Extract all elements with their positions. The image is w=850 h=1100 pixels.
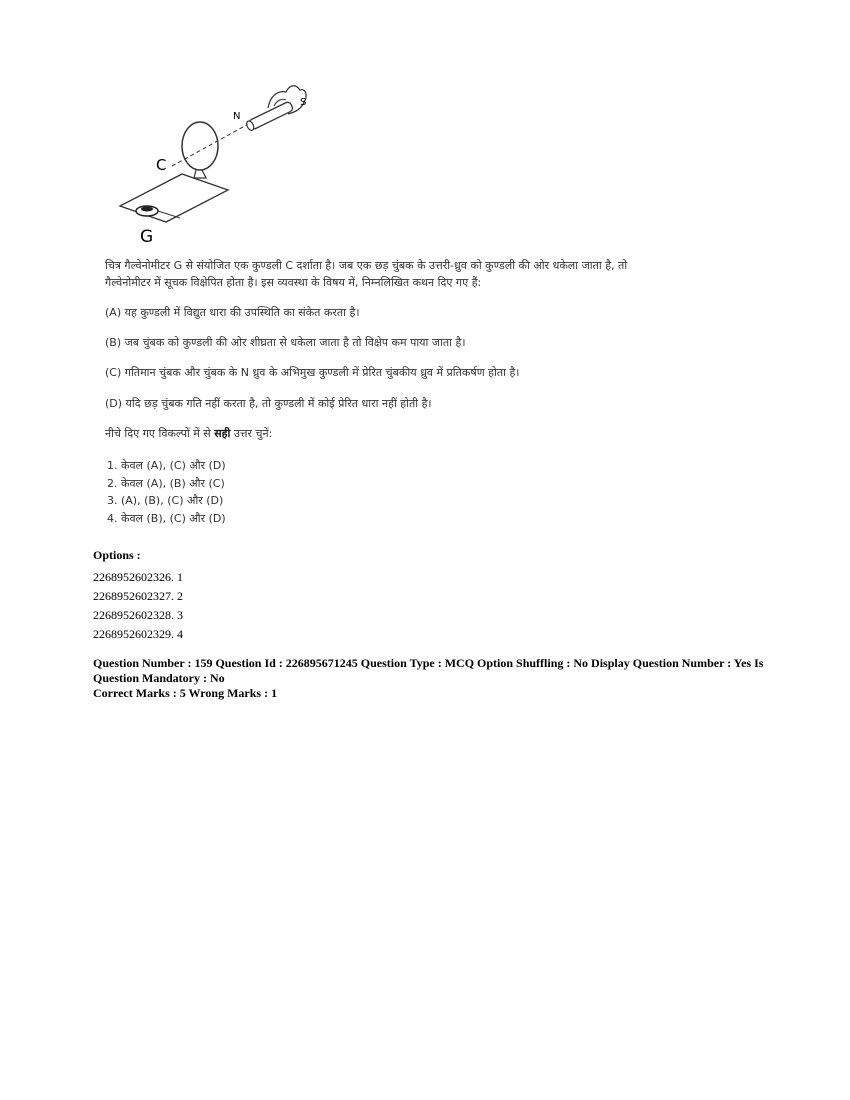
question-meta-line2: Question Mandatory : No — [93, 671, 225, 685]
question-meta-line1: Question Number : 159 Question Id : 226895671245 Question Type : MCQ Option Shuffling : No Display Question Number : Yes Is — [93, 656, 764, 670]
label-s: S — [300, 97, 307, 108]
option-id: 2268952602329. 4 — [93, 627, 183, 641]
label-g: G — [140, 227, 154, 246]
question-text-line1: चित्र गैल्वेनोमीटर G से संयोजित एक कुण्डली C दर्शाता है। जब एक छड़ चुंबक के उत्तरी-ध्रुव को कुण्डली की ओर धकेला जाता है, तो — [105, 259, 628, 272]
answer-prompt: नीचे दिए गए विकल्पों में से सही उत्तर चुनें: — [105, 427, 273, 440]
option-id: 2268952602326. 1 — [93, 570, 183, 584]
question-text-line2: गैल्वेनोमीटर में सूचक विक्षेपित होता है। इस व्यवस्था के विषय में, निम्नलिखित कथन दिए गए हैं: — [105, 276, 482, 289]
bar-magnet — [245, 101, 293, 131]
option-id: 2268952602328. 3 — [93, 608, 183, 622]
answer-choices — [107, 457, 226, 527]
option-id: 2268952602327. 2 — [93, 589, 183, 603]
answer-choice: 1. केवल (A), (C) और (D) — [107, 459, 226, 472]
answer-choice: 3. (A), (B), (C) और (D) — [107, 494, 224, 507]
connecting-wire — [158, 211, 180, 218]
statement-a: (A) यह कुण्डली में विद्युत धारा की उपस्थिति का संकेत करता है। — [105, 306, 360, 319]
base-board — [120, 174, 228, 222]
coil-galvanometer-figure — [110, 78, 325, 246]
statement-d: (D) यदि छड़ चुंबक गति नहीं करता है, तो कुण्डली में कोई प्रेरित धारा नहीं होती है। — [105, 397, 432, 410]
answer-choice: 2. केवल (A), (B) और (C) — [107, 476, 225, 490]
coil-stem — [194, 170, 206, 178]
option-id-list — [93, 568, 183, 644]
label-c: C — [156, 156, 167, 174]
answer-choice: 4. केवल (B), (C) और (D) — [107, 511, 226, 525]
options-heading: Options : — [93, 548, 141, 562]
marks-line: Correct Marks : 5 Wrong Marks : 1 — [93, 686, 278, 700]
label-n: N — [233, 111, 241, 122]
coil-loop — [182, 122, 218, 170]
statement-b: (B) जब चुंबक को कुण्डली की ओर शीघ्रता से धकेला जाता है तो विक्षेप कम पाया जाता है। — [105, 336, 466, 349]
statement-c: (C) गतिमान चुंबक और चुंबक के N ध्रुव के अभिमुख कुण्डली में प्रेरित चुंबकीय ध्रुव में प्रतिकर्षण होता है। — [105, 366, 520, 379]
